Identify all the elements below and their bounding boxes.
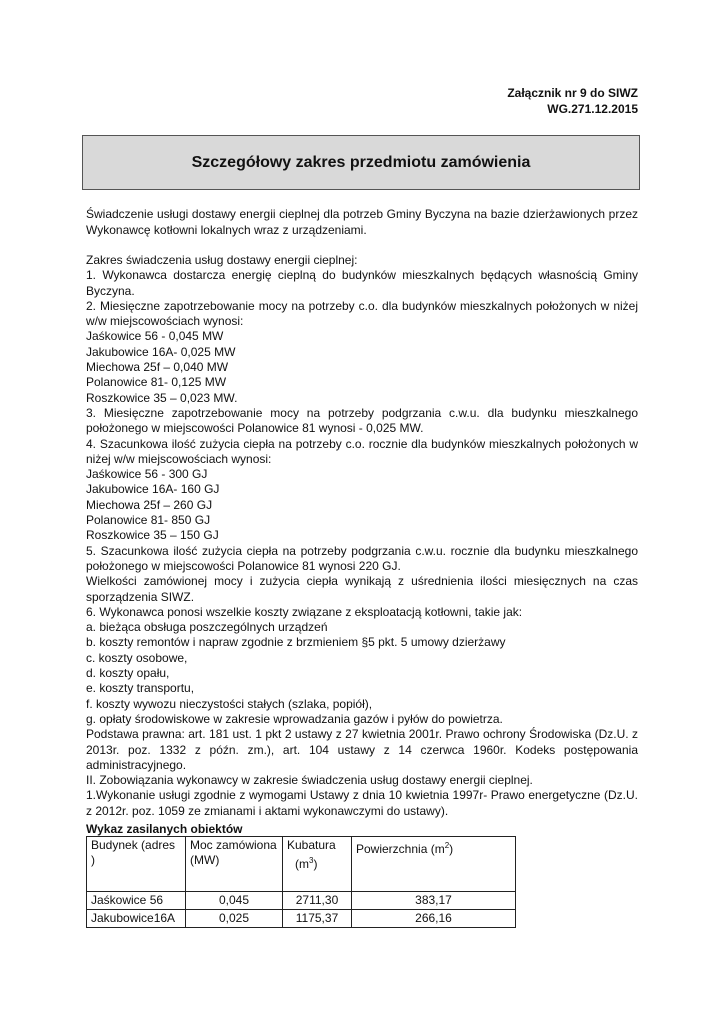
cell-building: Jakubowice16A <box>87 910 186 928</box>
header-building: Budynek (adres ) <box>87 837 186 892</box>
body-line: 4. Szacunkowa ilość zużycia ciepła na potrzeby c.o. rocznie dla budynków mieszkalnych położonych w niżej w/w miejscowościach wynosi: <box>86 436 638 466</box>
area-unit-close: ) <box>449 842 454 856</box>
body-line: 1.Wykonanie usługi zgodnie z wymogami Ustawy z dnia 10 kwietnia 1997r- Prawo energetyczne (Dz.U. z 2012r. poz. 1059 ze zmianami i aktami wykonawczymi do ustawy). <box>86 788 638 818</box>
body-line: e. koszty transportu, <box>86 681 195 696</box>
body-line: Wielkości zamówionej mocy i zużycia ciepła wynikają z uśrednienia ilości miesięcznych na czas sporządzenia SIWZ. <box>86 574 638 604</box>
table-title: Wykaz zasilanych obiektów <box>86 822 243 836</box>
body-line: Polanowice 81- 0,125 MW <box>86 375 227 390</box>
body-line: 2. Miesięczne zapotrzebowanie mocy na potrzeby c.o. dla budynków mieszkalnych położonych w niżej w/w miejscowościach wynosi: <box>86 298 638 329</box>
body-line: b. koszty remontów i napraw zgodnie z brzmieniem §5 pkt. 5 umowy dzierżawy <box>86 635 506 650</box>
volume-unit-text: (m <box>295 857 309 871</box>
cell-area: 266,16 <box>352 910 516 928</box>
table-header-row <box>87 837 516 892</box>
objects-table <box>86 836 516 928</box>
body-line: Miechowa 25f – 0,040 MW <box>86 360 229 375</box>
body-line: 6. Wykonawca ponosi wszelkie koszty związane z eksploatacją kotłowni, takie jak: <box>86 604 523 619</box>
body-line: f. koszty wywozu nieczystości stałych (szlaka, popiół), <box>86 696 373 711</box>
cell-power: 0,045 <box>186 892 283 910</box>
body-line: Roszkowice 35 – 0,023 MW. <box>86 390 238 405</box>
table-row <box>87 910 516 928</box>
volume-unit-sup: 3 <box>309 856 314 865</box>
volume-unit-close: ) <box>313 857 318 871</box>
cell-building: Jaśkowice 56 <box>87 892 186 910</box>
area-label: Powierzchnia (m <box>356 842 445 856</box>
body-line: c. koszty osobowe, <box>86 650 188 665</box>
body-line: Podstawa prawna: art. 181 ust. 1 pkt 2 ustawy z 27 kwietnia 2001r. Prawo ochrony Środowiska (Dz.U. z 2013r. poz. 1332 z późn. zm.), art. 104 ustawy z 14 czerwca 1960r. Kodeks postępowania administracyjnego. <box>86 727 638 772</box>
body-line: Zakres świadczenia usług dostawy energii cieplnej: <box>86 253 358 267</box>
document-title: Szczegółowy zakres przedmiotu zamówienia <box>191 153 531 171</box>
body-line: Roszkowice 35 – 150 GJ <box>86 528 219 543</box>
cell-power: 0,025 <box>186 910 283 928</box>
header-volume-unit <box>287 853 347 872</box>
body-text <box>86 253 638 819</box>
title-box <box>82 135 640 190</box>
body-line: Jaśkowice 56 - 0,045 MW <box>86 329 224 344</box>
body-line: g. opłaty środowiskowe w zakresie wprowadzania gazów i pyłów do powietrza. <box>86 711 503 726</box>
header-power: Moc zamówiona (MW) <box>186 837 283 892</box>
cell-volume: 2711,30 <box>283 892 352 910</box>
intro-paragraph: Świadczenie usługi dostawy energii cieplnej dla potrzeb Gminy Byczyna na bazie dzierżawionych przez Wykonawcę kotłowni lokalnych wraz z urządzeniami. <box>86 207 638 237</box>
attachment-number: Załącznik nr 9 do SIWZ <box>507 86 638 100</box>
body-line: 1. Wykonawca dostarcza energię cieplną do budynków mieszkalnych będących własnością Gminy Byczyna. <box>86 268 638 298</box>
body-line: Jaśkowice 56 - 300 GJ <box>86 467 208 482</box>
reference-number: WG.271.12.2015 <box>547 102 638 116</box>
body-line: Polanowice 81- 850 GJ <box>86 513 211 528</box>
body-line: Miechowa 25f – 260 GJ <box>86 497 213 512</box>
body-line: 5. Szacunkowa ilość zużycia ciepła na potrzeby podgrzania c.w.u. rocznie dla budynku mieszkalnego położonego w miejscowości Polanowice 81 wynosi 220 GJ. <box>86 543 638 573</box>
body-line: Jakubowice 16A- 0,025 MW <box>86 344 236 359</box>
header-area <box>352 837 516 892</box>
body-line: a. bieżąca obsługa poszczególnych urządzeń <box>86 620 328 635</box>
table-row <box>87 892 516 910</box>
body-line: II. Zobowiązania wykonawcy w zakresie świadczenia usług dostawy energii cieplnej. <box>86 773 533 788</box>
area-unit-sup: 2 <box>444 841 450 850</box>
body-line: 3. Miesięczne zapotrzebowanie mocy na potrzeby podgrzania c.w.u. dla budynku mieszkalnego położonego w miejscowości Polanowice 81 wynosi - 0,025 MW. <box>86 405 638 436</box>
cell-area: 383,17 <box>352 892 516 910</box>
body-line: d. koszty opału, <box>86 666 170 681</box>
cell-volume: 1175,37 <box>283 910 352 928</box>
header-volume <box>283 837 352 892</box>
attachment-header <box>507 85 638 117</box>
body-line: Jakubowice 16A- 160 GJ <box>86 482 220 497</box>
header-volume-label: Kubatura <box>287 838 336 852</box>
